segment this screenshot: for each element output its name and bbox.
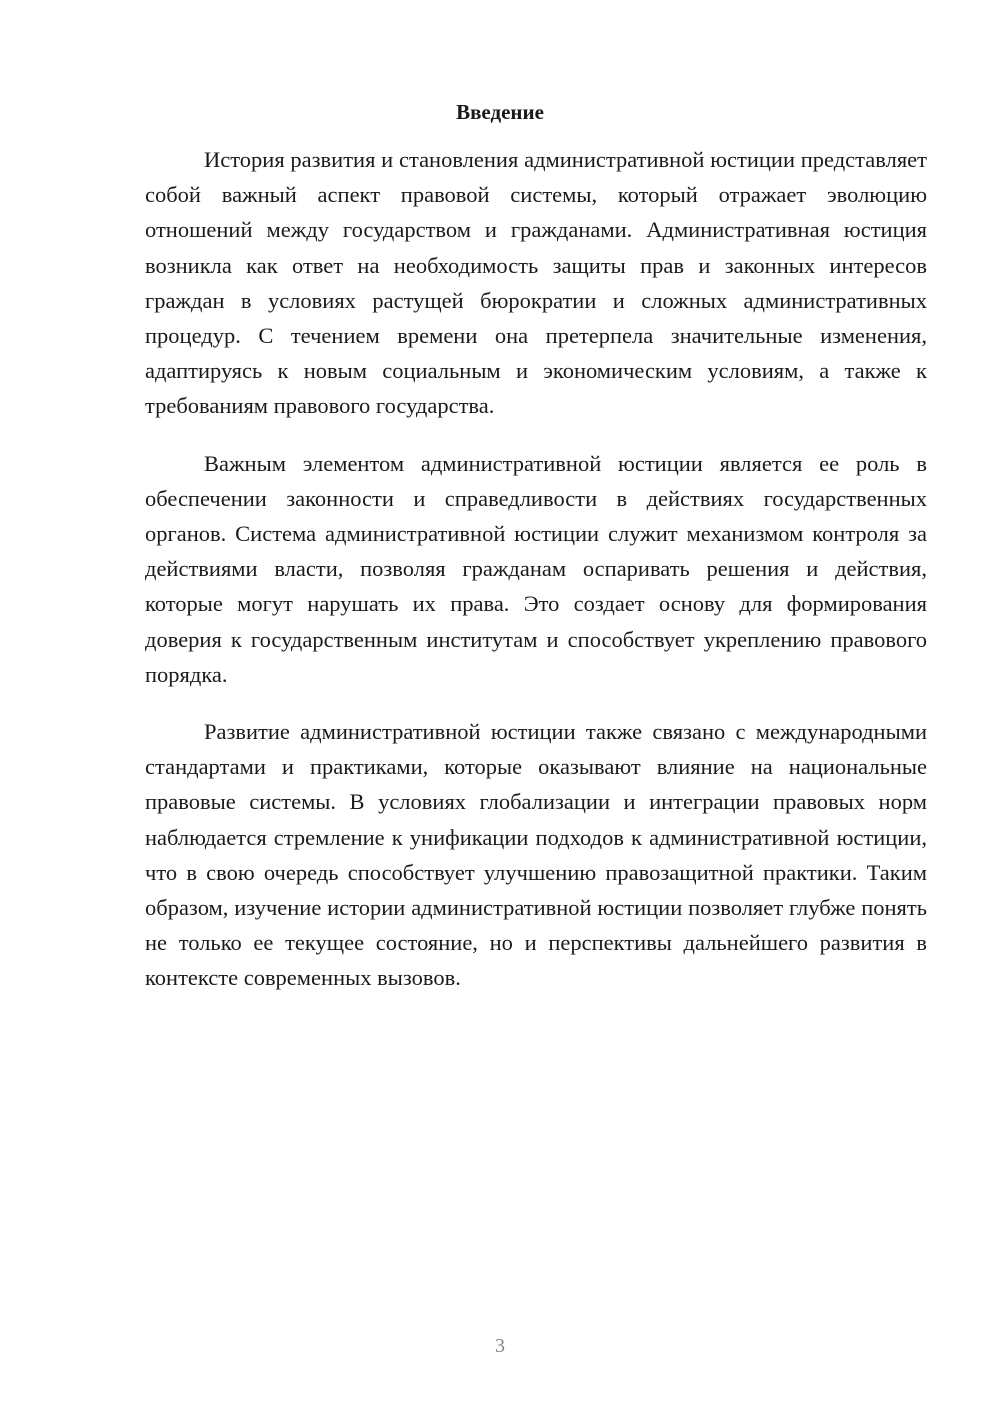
body-text xyxy=(145,142,927,1018)
page-number: 3 xyxy=(495,1335,505,1357)
paragraph-2: Важным элементом административной юстиции является ее роль в обеспечении законности и справедливости в действиях государственных органов. Система административной юстиции служит механизмом контроля за действиями власти, позволяя гражданам оспаривать решения и действия, которые могут нарушать их права. Это создает основу для формирования доверия к государственным институтам и способствует укреплению правового порядка. xyxy=(145,450,927,687)
section-heading: Введение xyxy=(456,100,544,124)
paragraph-3: Развитие административной юстиции также связано с международными стандартами и практиками, которые оказывают влияние на национальные правовые системы. В условиях глобализации и интеграции правовых норм наблюдается стремление к унификации подходов к административной юстиции, что в свою очередь способствует улучшению правозащитной практики. Таким образом, изучение истории административной юстиции позволяет глубже понять не только ее текущее состояние, но и перспективы дальнейшего развития в контексте современных вызовов. xyxy=(145,719,927,991)
paragraph-1: История развития и становления административной юстиции представляет собой важный аспект правовой системы, который отражает эволюцию отношений между государством и гражданами. Административная юстиция возникла как ответ на необходимость защиты прав и законных интересов граждан в условиях растущей бюрократии и сложных административных процедур. С течением времени она претерпела значительные изменения, адаптируясь к новым социальным и экономическим условиям, а также к требованиям правового государства. xyxy=(145,147,927,419)
